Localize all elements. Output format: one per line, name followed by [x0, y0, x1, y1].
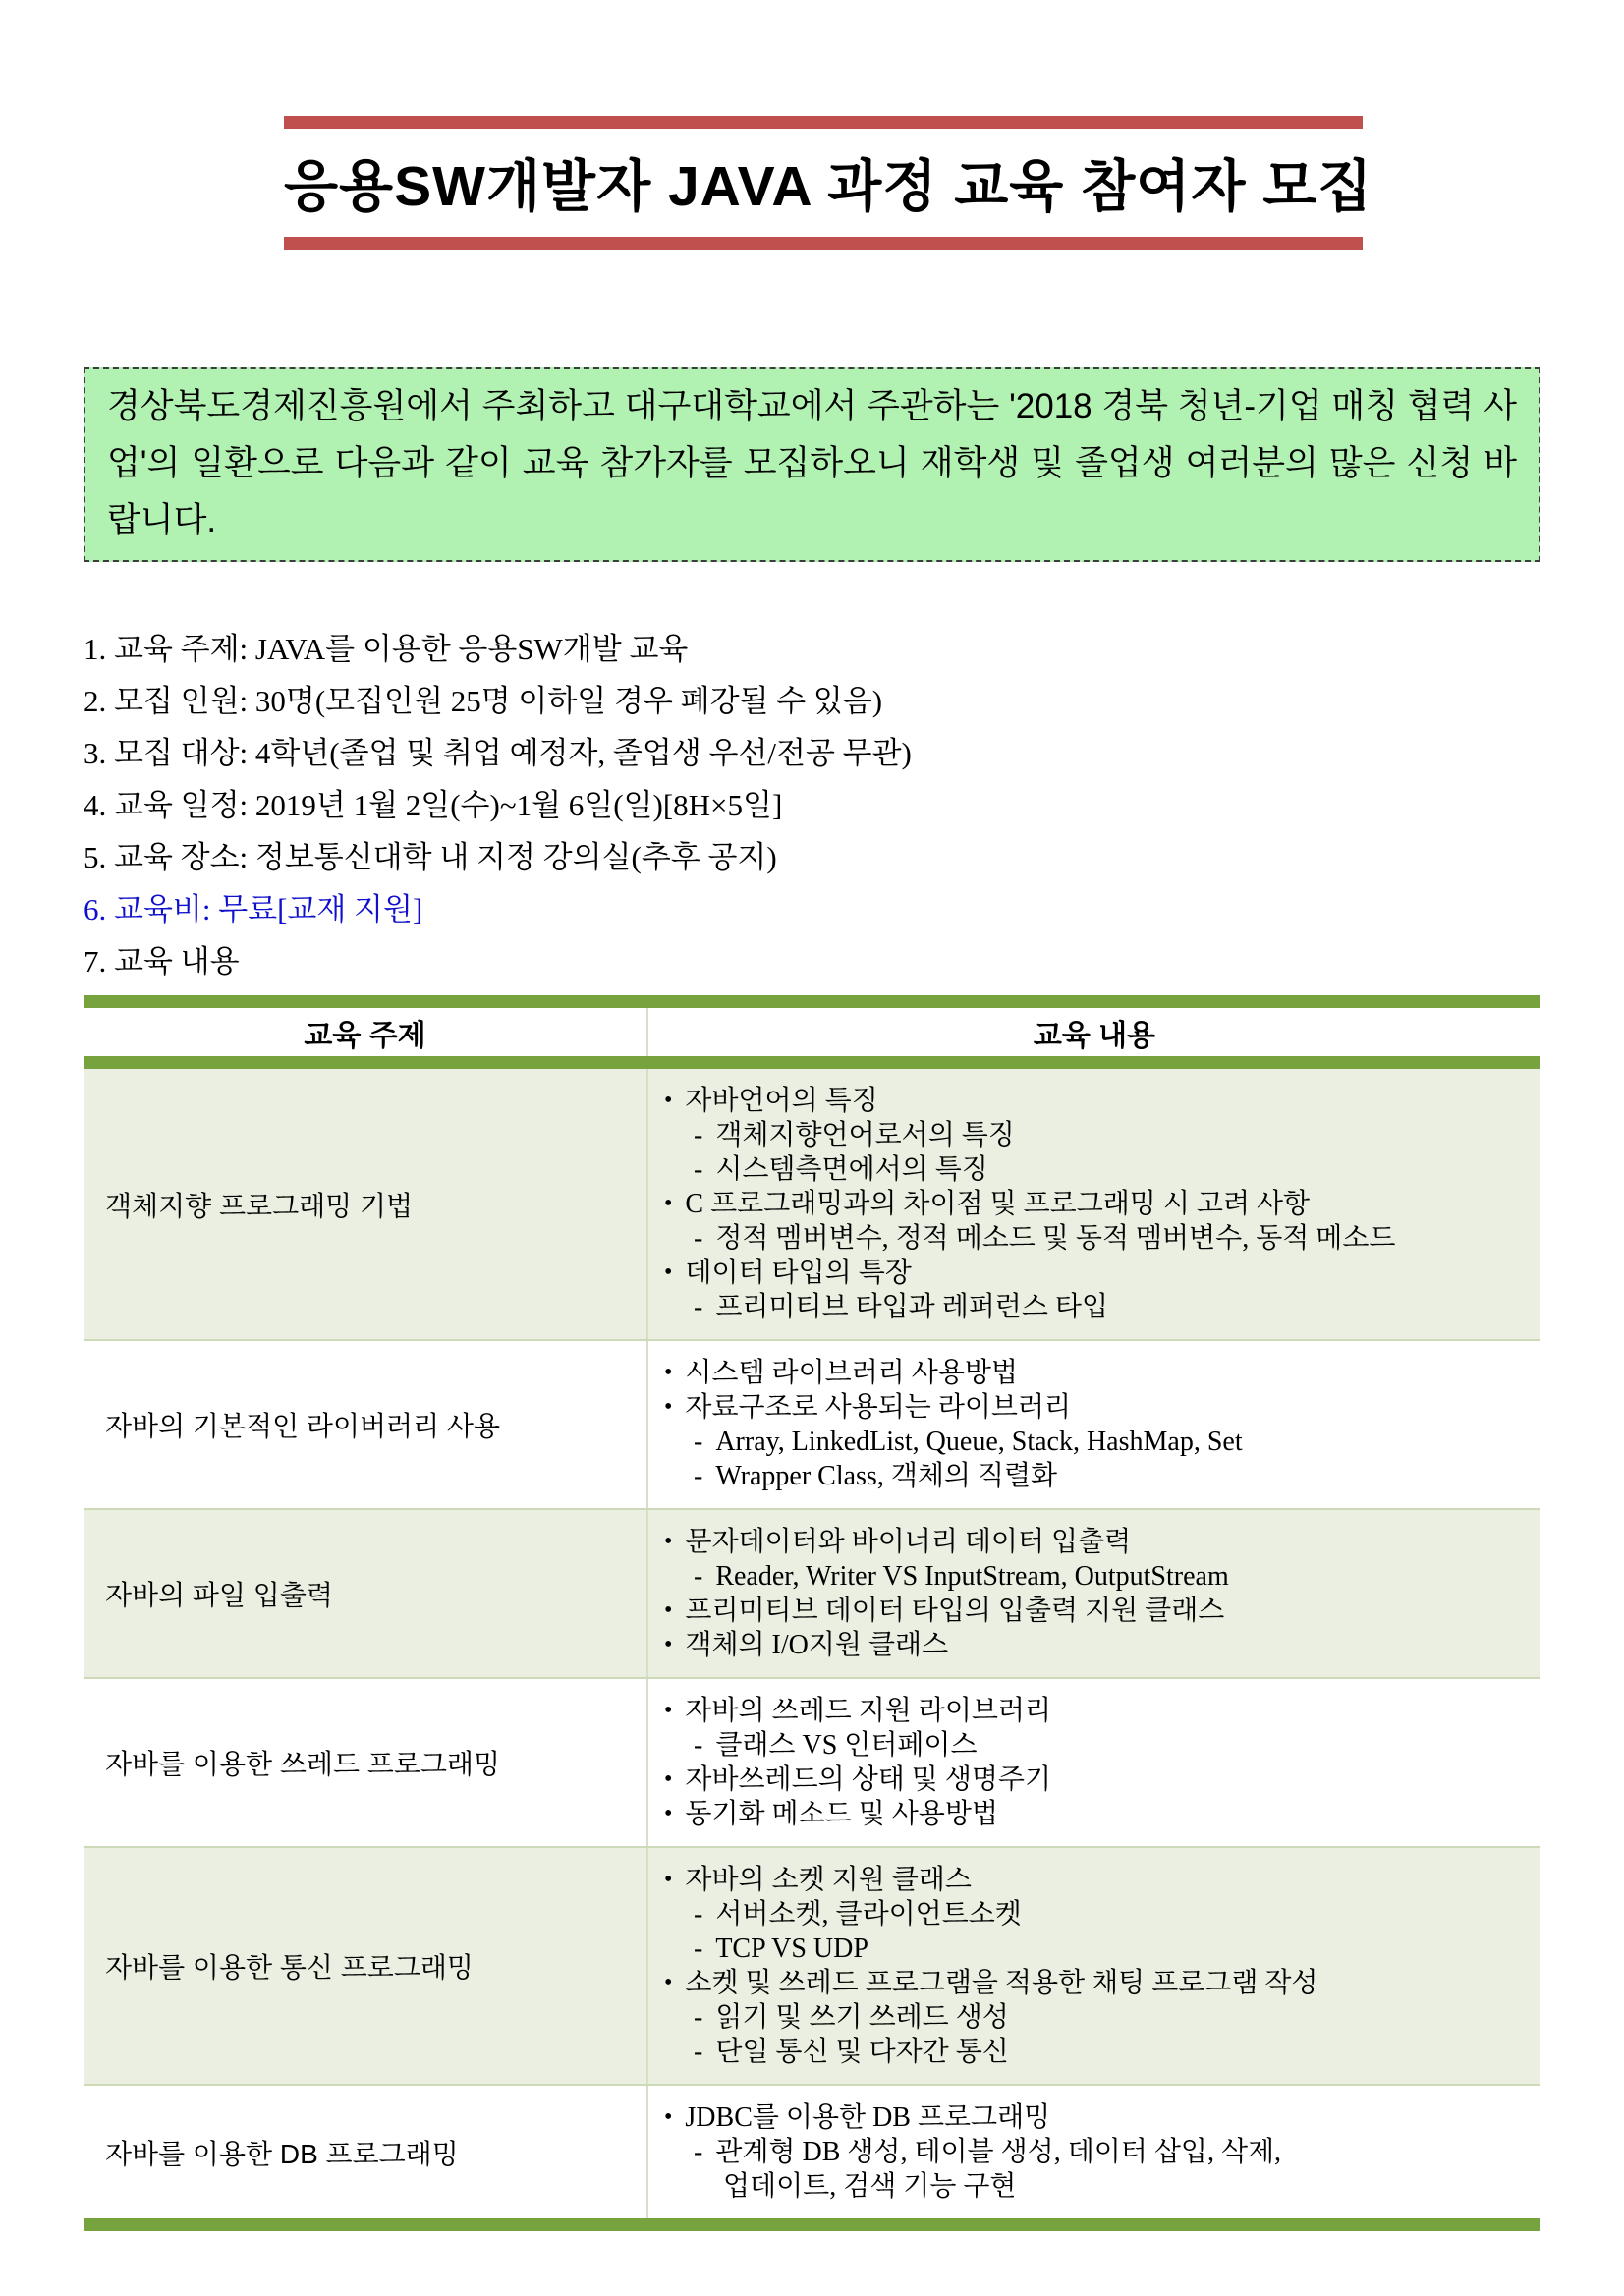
table-row	[84, 1846, 1540, 2084]
topic-cell: 자바를 이용한 쓰레드 프로그래밍	[84, 1679, 648, 1846]
content-line	[648, 1763, 1533, 1797]
bullet-marker: •	[664, 1088, 673, 1113]
content-line-text: 업데이트, 검색 기능 구현	[723, 2171, 1017, 2202]
table-row	[84, 2084, 1540, 2218]
content-line	[648, 1290, 1533, 1324]
content-line-text: 객체지향언어로서의 특징	[715, 1120, 1015, 1150]
dash-marker: -	[694, 1292, 703, 1322]
table-row	[84, 1339, 1540, 1508]
bullet-marker: •	[664, 1529, 673, 1554]
dash-marker: -	[694, 1933, 703, 1964]
content-line	[648, 2135, 1533, 2169]
table-row	[84, 1069, 1540, 1339]
bullet-marker: •	[664, 1970, 673, 1995]
content-line	[648, 1797, 1533, 1831]
topic-cell: 객체지향 프로그래밍 기법	[84, 1069, 648, 1339]
content-line	[648, 1863, 1533, 1897]
list-item: 4. 교육 일정: 2019년 1월 2일(수)~1월 6일(일)[8H×5일]	[84, 788, 783, 822]
bullet-marker: •	[664, 1698, 673, 1723]
dash-marker: -	[694, 2137, 703, 2167]
content-line-text: 데이터 타입의 특장	[685, 1258, 912, 1288]
content-line-text: 자료구조로 사용되는 라이브러리	[685, 1392, 1072, 1423]
header-topic: 교육 주제	[84, 1008, 648, 1056]
content-cell	[648, 1679, 1540, 1846]
content-line-text: 소켓 및 쓰레드 프로그램을 적용한 채팅 프로그램 작성	[685, 1968, 1318, 1998]
content-line	[648, 1084, 1533, 1118]
content-line-text: 정적 멤버변수, 정적 메소드 및 동적 멤버변수, 동적 메소드	[715, 1223, 1396, 1254]
content-line	[648, 1152, 1533, 1187]
bullet-marker: •	[664, 1191, 673, 1216]
info-list	[84, 623, 1565, 987]
bullet-marker: •	[664, 1597, 673, 1623]
content-line	[648, 2000, 1533, 2035]
content-line	[648, 1966, 1533, 2000]
content-line-text: Array, LinkedList, Queue, Stack, HashMap, Set	[715, 1427, 1243, 1457]
dash-marker: -	[694, 1730, 703, 1761]
bullet-marker: •	[664, 1394, 673, 1420]
content-line-text: Reader, Writer VS InputStream, OutputStream	[715, 1561, 1229, 1592]
content-line	[648, 2035, 1533, 2069]
bullet-marker: •	[664, 1260, 673, 1285]
table-body	[84, 1069, 1540, 2218]
list-item: 3. 모집 대상: 4학년(졸업 및 취업 예정자, 졸업생 우선/전공 무관)	[84, 736, 912, 770]
page-title: 응용SW개발자 JAVA 과정 교육 참여자 모집	[284, 155, 1373, 218]
content-line-text: Wrapper Class, 객체의 직렬화	[715, 1461, 1058, 1491]
table-header	[84, 1008, 1540, 1056]
dash-marker: -	[694, 2037, 703, 2067]
content-line	[648, 1187, 1533, 1221]
dash-marker: -	[694, 1461, 703, 1491]
content-line-text: 자바의 쓰레드 지원 라이브러리	[685, 1696, 1052, 1726]
list-item: 7. 교육 내용	[84, 944, 240, 979]
content-cell	[648, 1848, 1540, 2084]
content-line-text: 시스템측면에서의 특징	[715, 1154, 988, 1185]
content-line	[648, 1525, 1533, 1559]
content-cell	[648, 1341, 1540, 1508]
content-line-text: 객체의 I/O지원 클래스	[685, 1630, 949, 1660]
dash-marker: -	[694, 1899, 703, 1930]
dash-marker: -	[694, 1223, 703, 1254]
topic-cell: 자바의 기본적인 라이버러리 사용	[84, 1341, 648, 1508]
bullet-marker: •	[664, 1766, 673, 1792]
content-line-text: 읽기 및 쓰기 쓰레드 생성	[715, 2002, 1009, 2033]
header-content: 교육 내용	[1033, 1019, 1156, 1052]
topic-cell: 자바를 이용한 통신 프로그래밍	[84, 1848, 648, 2084]
content-line	[648, 2100, 1533, 2135]
content-line	[648, 2169, 1533, 2204]
dash-marker: -	[694, 1120, 703, 1150]
content-line-text: 자바언어의 특징	[685, 1086, 878, 1116]
title-rule-top	[284, 116, 1363, 129]
dash-marker: -	[694, 2002, 703, 2033]
content-line-text: 동기화 메소드 및 사용방법	[685, 1799, 998, 1829]
content-line-text: 프리미티브 타입과 레퍼런스 타입	[715, 1292, 1109, 1322]
content-line	[648, 1390, 1533, 1425]
table-rule-top	[84, 995, 1540, 1008]
content-cell	[648, 1069, 1540, 1339]
bullet-marker: •	[664, 1867, 673, 1892]
content-line	[648, 1594, 1533, 1628]
content-line	[648, 1728, 1533, 1763]
dash-marker: -	[694, 1561, 703, 1592]
content-line-text: 프리미티브 데이터 타입의 입출력 지원 클래스	[685, 1596, 1225, 1626]
content-line	[648, 1628, 1533, 1662]
content-line	[648, 1356, 1533, 1390]
bullet-marker: •	[664, 2104, 673, 2130]
list-item: 2. 모집 인원: 30명(모집인원 25명 이하일 경우 폐강될 수 있음)	[84, 684, 883, 718]
list-item: 1. 교육 주제: JAVA를 이용한 응용SW개발 교육	[84, 632, 689, 666]
title-section	[284, 116, 1373, 250]
content-line	[648, 1897, 1533, 1932]
content-line	[648, 1221, 1533, 1256]
list-item: 5. 교육 장소: 정보통신대학 내 지정 강의실(추후 공지)	[84, 840, 777, 874]
content-line	[648, 1932, 1533, 1966]
content-line-text: 클래스 VS 인터페이스	[715, 1730, 978, 1761]
topic-cell: 자바의 파일 입출력	[84, 1510, 648, 1677]
topic-cell: 자바를 이용한 DB 프로그래밍	[84, 2086, 648, 2218]
bullet-marker: •	[664, 1360, 673, 1385]
content-line-text: C 프로그래밍과의 차이점 및 프로그래밍 시 고려 사항	[685, 1189, 1311, 1219]
notice-box	[84, 367, 1540, 562]
bullet-marker: •	[664, 1801, 673, 1826]
dash-marker: -	[694, 1427, 703, 1457]
content-line-text: 관계형 DB 생성, 테이블 생성, 데이터 삽입, 삭제,	[715, 2137, 1282, 2167]
content-line-text: 단일 통신 및 다자간 통신	[715, 2037, 1009, 2067]
content-line	[648, 1694, 1533, 1728]
content-line-text: 자바쓰레드의 상태 및 생명주기	[685, 1764, 1052, 1795]
content-cell	[648, 2086, 1540, 2218]
table-row	[84, 1508, 1540, 1677]
content-line-text: 문자데이터와 바이너리 데이터 입출력	[685, 1527, 1132, 1557]
content-line	[648, 1256, 1533, 1290]
content-line-text: 서버소켓, 클라이언트소켓	[715, 1899, 1022, 1930]
notice-text: 경상북도경제진흥원에서 주최하고 대구대학교에서 주관하는 '2018 경북 청년-기업 매칭 협력 사업'의 일환으로 다음과 같이 교육 참가자를 모집하오니 재학생 및 졸업생 여러분의 많은 신청 바랍니다.	[107, 387, 1517, 539]
dash-marker: -	[694, 1154, 703, 1185]
content-cell	[648, 1510, 1540, 1677]
course-table	[84, 995, 1540, 2231]
table-rule-header-bottom	[84, 1056, 1540, 1069]
content-line-text: JDBC를 이용한 DB 프로그래밍	[685, 2102, 1051, 2133]
content-line	[648, 1559, 1533, 1594]
list-item: 6. 교육비: 무료[교재 지원]	[84, 892, 423, 926]
content-line-text: TCP VS UDP	[715, 1933, 868, 1964]
content-line	[648, 1118, 1533, 1152]
title-rule-bottom	[284, 237, 1363, 250]
content-line	[648, 1459, 1533, 1493]
content-line	[648, 1425, 1533, 1459]
content-line-text: 자바의 소켓 지원 클래스	[685, 1865, 972, 1895]
table-row	[84, 1677, 1540, 1846]
content-line-text: 시스템 라이브러리 사용방법	[685, 1358, 1018, 1388]
bullet-marker: •	[664, 1632, 673, 1657]
table-rule-bottom	[84, 2218, 1540, 2231]
